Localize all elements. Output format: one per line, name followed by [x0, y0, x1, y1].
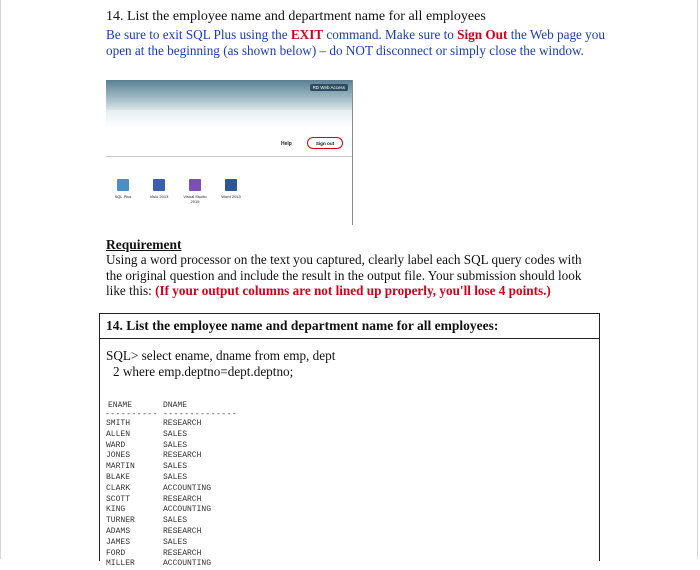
dname-dashes: --------------	[163, 410, 238, 419]
sign-out-button[interactable]: Sign out	[307, 137, 343, 149]
dname-cell: SALES	[163, 537, 188, 547]
app-visio[interactable]	[144, 179, 174, 199]
dname-cell: SALES	[163, 472, 188, 482]
dname-cell: ACCOUNTING	[163, 559, 212, 569]
dname-cell: SALES	[163, 462, 188, 472]
web-access-screenshot	[106, 80, 353, 225]
ename-cell: CLARK	[106, 483, 131, 493]
question-title: 14. List the employee name and department name for all employees	[106, 9, 486, 24]
instr-part3: the Web page you open at the beginning (as shown below) – do NOT disconnect or simply close the window.	[106, 27, 605, 58]
app-label: Visio 2013	[149, 194, 169, 199]
rd-web-access-badge: RD Web Access	[310, 84, 348, 91]
ename-cell: MILLER	[106, 559, 135, 569]
ename-cell: ADAMS	[106, 526, 131, 536]
requirement-text	[106, 252, 592, 299]
screenshot-divider	[106, 156, 352, 157]
ename-cell: MARTIN	[106, 462, 135, 472]
screenshot-band	[106, 110, 352, 128]
ename-dashes: ----------	[105, 410, 159, 419]
dname-cell: ACCOUNTING	[163, 505, 212, 515]
app-sql-plus[interactable]	[108, 179, 138, 199]
app-word[interactable]	[216, 179, 246, 199]
dname-cell: SALES	[163, 516, 188, 526]
dname-cell: RESEARCH	[163, 526, 202, 536]
ename-cell: SCOTT	[106, 494, 131, 504]
ename-cell: BLAKE	[106, 472, 131, 482]
app-label: SQL Plus	[114, 194, 132, 199]
app-label: Visual Studio 2015	[183, 194, 207, 204]
visual-studio-icon	[189, 179, 201, 191]
ename-cell: FORD	[106, 548, 126, 558]
dname-cell: RESEARCH	[163, 494, 202, 504]
instr-part1: Be sure to exit SQL Plus using the	[106, 27, 291, 42]
exit-keyword: EXIT	[290, 27, 324, 42]
dname-header: DNAME	[163, 401, 188, 410]
sign-out-keyword: Sign Out	[457, 27, 508, 42]
requirement-body: Using a word processor on the text you captured, clearly label each SQL query codes with the original question and include the result in the output file. Your submission should look like this:	[106, 252, 582, 298]
sample-title: 14. List the employee name and department name for all employees:	[106, 318, 499, 333]
sql-line-1: SQL> select ename, dname from emp, dept	[106, 348, 336, 363]
sql-plus-icon	[117, 179, 129, 191]
sql-line-2: 2 where emp.deptno=dept.deptno;	[113, 364, 294, 379]
ename-cell: WARD	[106, 440, 126, 450]
dname-cell: RESEARCH	[163, 419, 202, 428]
sample-divider	[100, 338, 599, 339]
dname-cell: ACCOUNTING	[163, 483, 212, 493]
instructions	[106, 27, 606, 58]
ename-cell: KING	[106, 505, 126, 515]
word-icon	[225, 179, 237, 191]
visio-icon	[153, 179, 165, 191]
ename-cell: ALLEN	[106, 429, 131, 439]
ename-cell: SMITH	[106, 419, 131, 428]
ename-header: ENAME	[108, 401, 133, 410]
sample-output-box	[99, 313, 600, 569]
ename-cell: JONES	[106, 451, 131, 461]
ename-cell: JAMES	[106, 537, 131, 547]
dname-cell: SALES	[163, 440, 188, 450]
app-visual-studio[interactable]	[180, 179, 210, 204]
ename-cell: TURNER	[106, 516, 135, 526]
dname-cell: RESEARCH	[163, 548, 202, 558]
help-link[interactable]: Help	[281, 141, 292, 147]
dname-cell: SALES	[163, 429, 188, 439]
requirement-heading: Requirement	[106, 237, 182, 252]
app-label: Word 2013	[221, 194, 241, 199]
requirement-warning: (If your output columns are not lined up properly, you'll lose 4 points.)	[155, 283, 551, 298]
dname-cell: RESEARCH	[163, 451, 202, 461]
instr-part2: command. Make sure to	[323, 27, 458, 42]
